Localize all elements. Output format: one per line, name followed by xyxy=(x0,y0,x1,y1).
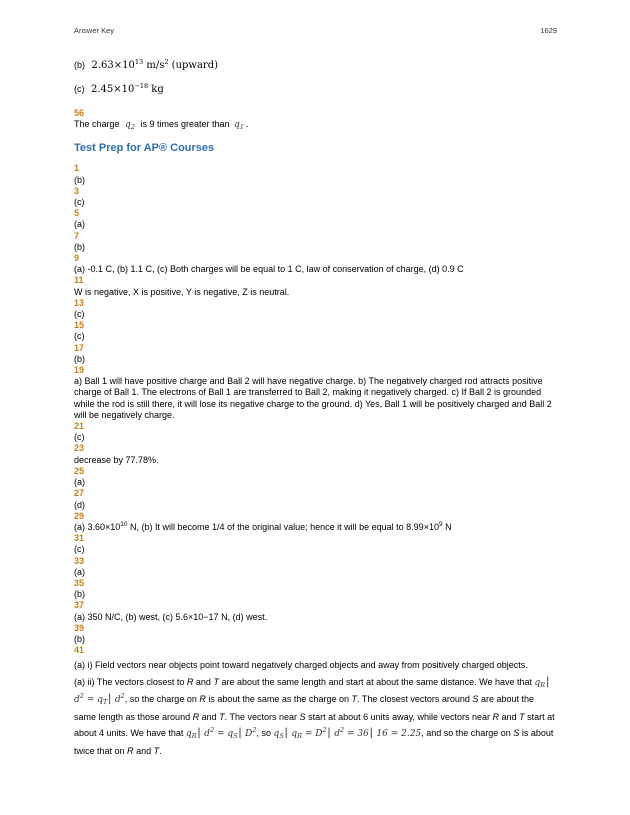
answer-text: (a) xyxy=(74,566,85,577)
answer-c xyxy=(74,84,556,95)
answer-c-value: 2.45×10 xyxy=(91,84,135,95)
question-number: 9 xyxy=(74,253,80,264)
answer-text: a) Ball 1 will have positive charge and Ball 2 will have negative charge. b) The negatively charged rod attracts positive charge of Ball 1. The electrons of Ball 1 are transferred to Ball 2, making it negatively charged. c) If Ball 2 is grounded while the rod is still there, it will lose its negative charge to the ground. d) Yes, Ball 1 will be positively charged and Ball 2 will be negatively charge. xyxy=(74,376,552,420)
question-number: 5 xyxy=(74,208,80,219)
answer-text: (b) xyxy=(74,589,85,600)
answer-b-value: 2.63×10 xyxy=(91,60,135,71)
question-number: 11 xyxy=(74,275,84,286)
equation-3: $q_S⎮$ $q_R$ = $D^2⎮$ $d^2$ = 36⎮ 16 = 2.25 xyxy=(273,726,422,741)
answer-text: decrease by 77.78%. xyxy=(74,454,159,465)
question-number: 33 xyxy=(74,555,85,566)
question-number: 7 xyxy=(74,230,80,241)
question-number: 37 xyxy=(74,600,85,611)
question-number: 29 xyxy=(74,510,85,521)
answer-b-note: (upward) xyxy=(171,60,219,71)
answer-text: (b) xyxy=(74,174,85,185)
answer-text: (c) xyxy=(74,544,85,555)
answer-text: (b) xyxy=(74,241,85,252)
question-number: 3 xyxy=(74,185,80,196)
page-number: 1629 xyxy=(540,26,557,35)
answer-text: W is negative, X is positive, Y is negative, Z is neutral. xyxy=(74,286,290,297)
answer-b-unit: m/s xyxy=(146,60,165,71)
section-heading: Test Prep for AP® Courses xyxy=(74,142,215,155)
equation-2: $q_R⎮$ $d^2$ = $q_S⎮$ $D^2$ xyxy=(185,726,257,741)
question-number: 31 xyxy=(74,533,85,544)
question-number: 21 xyxy=(74,421,85,432)
answer-text: (a) $3.60\times 10^{10}$ N, (b) It will become 1/4 of the original value; hence it will be equal to $8.99\times 10^9$ N xyxy=(74,520,452,532)
answer-c-exponent: −18 xyxy=(134,82,149,90)
question-number: 23 xyxy=(74,443,85,454)
answer-text-part-2: (a) ii) The vectors closest to R and T are about the same length and start at about the same distance. We have that $q_R⎮$ $d^2$ = $q_T⎮$ $d^2$, so the charge on R is about the same as the charge on T. The closest vectors around S are about the same length as those around R and T. The vectors near S start at about 6 units away, while vectors near R and T start at about 4 units. We have that $q_R⎮$ $d^2$ = $q_S⎮$ $D^2$, so $q_S⎮$ $q_R$ = $D^2⎮$ $d^2$ = 36⎮ 16 = 2.25, and so the charge on S is about twice that on R and T. xyxy=(74,676,555,756)
answer-b-label: (b) xyxy=(74,60,85,70)
answer-text: (a) -0.1 C, (b) 1.1 C, (c) Both charges will be equal to 1 C, law of conservation of charge, (d) 0.9 C xyxy=(74,264,464,275)
answer-text: (c) xyxy=(74,197,85,208)
question-number: 15 xyxy=(74,320,85,331)
answer-text: The charge $q_2$ is 9 times greater than $q_1$ . xyxy=(74,119,249,132)
answer-text: (c) xyxy=(74,432,85,443)
question-number: 56 xyxy=(74,108,85,118)
question-number: 27 xyxy=(74,488,85,499)
answer-text: (b) xyxy=(74,633,85,644)
answer-text: (a) xyxy=(74,219,85,230)
question-number: 35 xyxy=(74,577,85,588)
question-number: 13 xyxy=(74,297,85,308)
answer-text-part-1: (a) i) Field vectors near objects point toward negatively charged objects and away from positively charged objects. xyxy=(74,660,528,671)
running-header-left: Answer Key xyxy=(74,26,115,35)
question-number: 25 xyxy=(74,465,85,476)
question-number: 1 xyxy=(74,163,80,174)
question-number: 41 xyxy=(74,645,85,656)
answer-text: (c) xyxy=(74,309,85,320)
answer-text: (d) xyxy=(74,499,85,510)
equation-1: $q_R⎮$ $d^2$ = $q_T⎮$ $d^2$ xyxy=(74,677,550,707)
answer-key-content xyxy=(74,60,556,759)
answer-text: (b) xyxy=(74,353,85,364)
question-number: 19 xyxy=(74,365,85,376)
answer-b-exponent: 13 xyxy=(134,58,144,66)
answer-b-unit-exponent: 2 xyxy=(164,58,169,66)
answer-text: (c) xyxy=(74,331,85,342)
answer-c-label: (c) xyxy=(74,84,85,94)
question-number: 17 xyxy=(74,342,85,353)
answer-text: (a) 350 N/C, (b) west, (c) 5.6×10−17 N, (d) west. xyxy=(74,611,268,622)
answer-c-unit: kg xyxy=(151,84,164,95)
question-number: 39 xyxy=(74,622,85,633)
answer-text: (a) xyxy=(74,477,85,488)
answer-b xyxy=(74,60,556,71)
